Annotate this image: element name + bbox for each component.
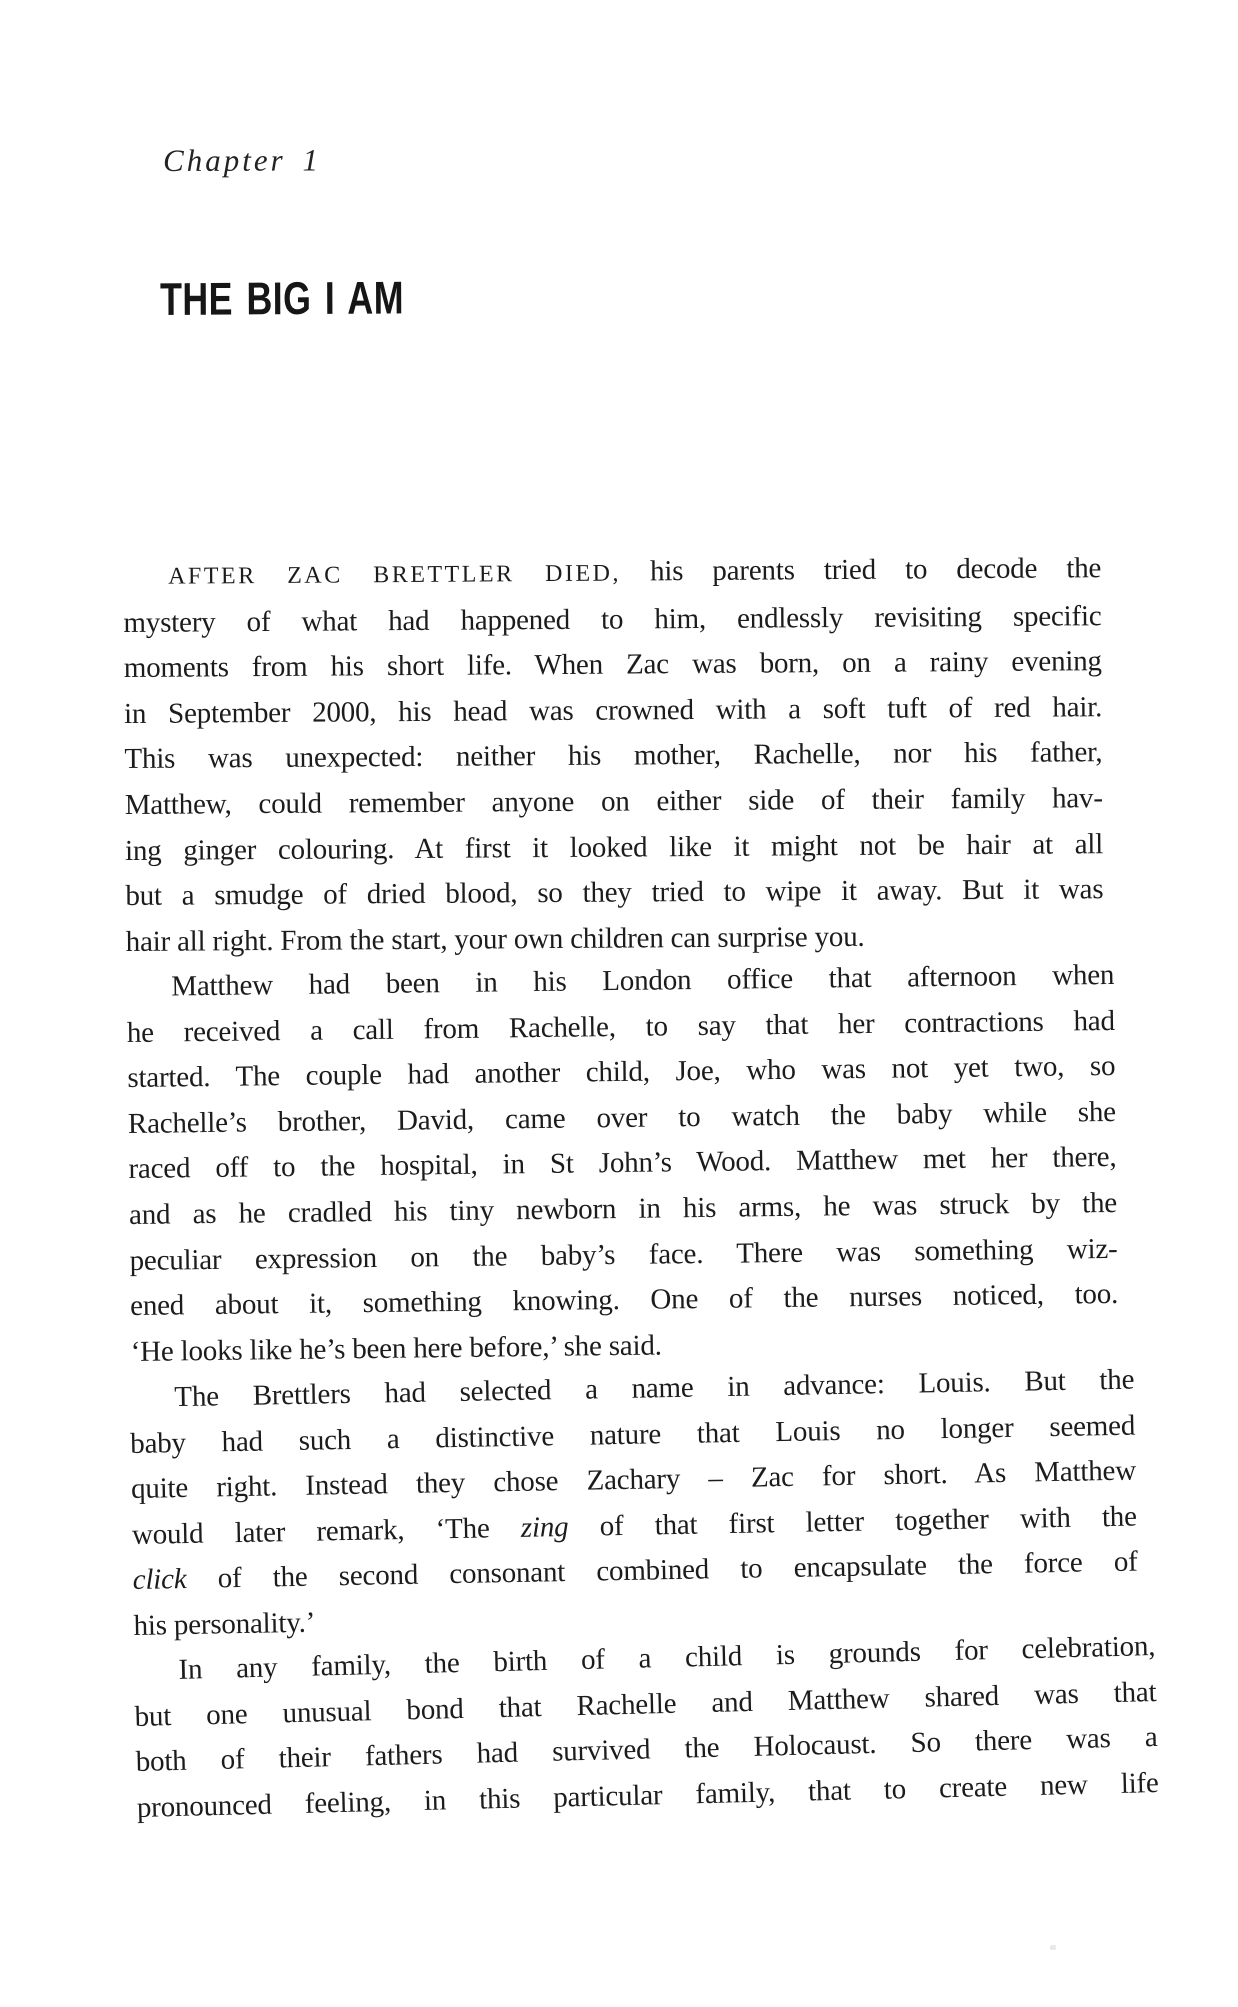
text-line: This was unexpected: neither his mother, Rachelle, nor his father,: [124, 736, 1103, 776]
text-line: he received a call from Rachelle, to say that her contractions had: [126, 1004, 1115, 1049]
text-line: Rachelle’s brother, David, came over to watch the baby while she: [127, 1096, 1117, 1141]
text-line: and as he cradled his tiny newborn in his arms, he was struck by the: [128, 1187, 1118, 1232]
text-line: peculiar expression on the baby’s face. There was something wiz-: [129, 1232, 1118, 1277]
paragraph-4: [133, 1624, 1159, 1831]
chapter-label: Chapter 1: [163, 142, 321, 178]
scan-artifact: [1050, 1945, 1056, 1950]
text-segment: his parents tried to decode the: [620, 552, 1102, 588]
text-line: pronounced feeling, in this particular family, that to create new life: [136, 1767, 1159, 1824]
text-segment: would later remark, ‘The: [131, 1511, 522, 1551]
text-line: In any family, the birth of a child is grounds for celebration,: [178, 1630, 1156, 1687]
text-line: quite right. Instead they chose Zachary – Zac for short. As Matthew: [130, 1454, 1137, 1505]
text-line: raced off to the hospital, in St John’s Wood. Matthew met her there,: [128, 1141, 1117, 1186]
text-line: moments from his short life. When Zac was born, on a rainy evening: [123, 645, 1102, 685]
paragraph-3: [129, 1357, 1139, 1649]
text-line: Matthew, could remember anyone on either side of their family hav-: [124, 782, 1103, 821]
paragraph-1: [123, 546, 1104, 965]
text-line: but a smudge of dried blood, so they tried to wipe it away. But it was: [125, 873, 1104, 913]
body-text: [123, 552, 1159, 1832]
text-line: started. The couple had another child, Joe, who was not yet two, so: [127, 1050, 1116, 1095]
text-line: in September 2000, his head was crowned with a soft tuft of red hair.: [124, 690, 1103, 730]
text-line: ened about it, something knowing. One of the nurses noticed, too.: [129, 1278, 1119, 1323]
text-line: [123, 546, 1101, 600]
small-caps-lead: AFTER ZAC BRETTLER DIED,: [168, 560, 622, 590]
italic-word: zing: [520, 1510, 569, 1544]
text-line: ‘He looks like he’s been here before,’ she said.: [130, 1329, 662, 1369]
text-line: baby had such a distinctive nature that Louis no longer seemed: [129, 1408, 1136, 1460]
text-line: mystery of what had happened to him, endlessly revisiting specific: [123, 599, 1102, 639]
text-segment: of the second consonant combined to encapsulate the force of: [186, 1545, 1138, 1596]
text-line: both of their fathers had survived the Holocaust. So there was a: [135, 1721, 1158, 1779]
paragraph-2: [126, 953, 1119, 1375]
text-line: but one unusual bond that Rachelle and Matthew shared was that: [134, 1675, 1157, 1733]
text-line: Matthew had been in his London office that afternoon when: [171, 959, 1115, 1003]
text-segment: of that first letter together with the: [568, 1500, 1138, 1543]
text-line: hair all right. From the start, your own children can surprise you.: [125, 920, 865, 958]
italic-word: click: [132, 1563, 187, 1597]
text-line: ing ginger colouring. At first it looked like it might not be hair at all: [124, 827, 1104, 867]
chapter-title: THE BIG I AM: [159, 271, 405, 325]
text-line: The Brettlers had selected a name in advance: Louis. But the: [174, 1363, 1135, 1413]
text-line: his personality.’: [133, 1606, 316, 1642]
